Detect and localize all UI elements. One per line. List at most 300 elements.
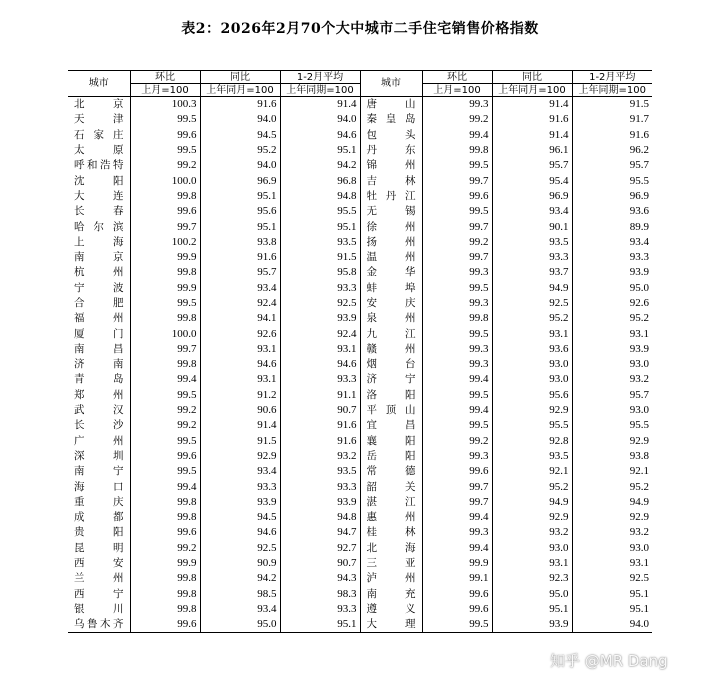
left-avg-cell: 93.5 [280,464,360,479]
left-yoy-cell: 98.5 [200,587,280,602]
right-yoy-cell: 95.7 [492,158,572,173]
left-yoy-cell: 93.1 [200,372,280,387]
right-city-cell: 安庆 [360,296,422,311]
header-avg-right: 1-2月平均 [572,71,652,84]
left-avg-cell: 91.6 [280,434,360,449]
left-yoy-cell: 94.0 [200,112,280,127]
right-yoy-cell: 95.2 [492,479,572,494]
right-avg-cell: 93.0 [629,358,649,371]
right-avg-cell: 96.9 [629,189,649,202]
right-yoy-cell: 93.0 [492,372,572,387]
left-avg-cell: 95.1 [280,219,360,234]
left-yoy-cell: 92.6 [200,326,280,341]
right-mom-cell: 99.5 [422,204,492,219]
right-yoy-cell: 93.2 [492,525,572,540]
right-city-cell: 泉州 [360,311,422,326]
right-mom-cell: 99.2 [422,235,492,250]
left-yoy-cell: 94.5 [200,510,280,525]
left-city-cell: 武汉 [68,403,130,418]
table-row [68,434,652,449]
left-mom-cell: 99.9 [130,556,200,571]
right-city-cell: 惠州 [360,510,422,525]
header-city-right: 城市 [360,71,422,97]
right-yoy-cell: 94.9 [492,281,572,296]
right-city-cell: 泸州 [360,571,422,586]
header-city-left: 城市 [68,71,130,97]
table-row [68,372,652,387]
right-city-cell: 九江 [360,326,422,341]
left-city-cell: 成都 [68,510,130,525]
table-row [68,556,652,571]
left-yoy-cell: 91.5 [200,434,280,449]
left-yoy-cell: 91.6 [200,97,280,113]
left-yoy-cell: 92.4 [200,296,280,311]
right-avg-cell: 95.7 [629,388,649,401]
right-avg-cell: 93.2 [629,526,649,539]
right-mom-cell: 99.5 [422,158,492,173]
left-city-cell: 重庆 [68,495,130,510]
left-city-cell: 兰州 [68,571,130,586]
left-city-cell: 长春 [68,204,130,219]
left-mom-cell: 99.7 [130,342,200,357]
left-mom-cell: 99.8 [130,495,200,510]
right-city-cell: 唐山 [360,97,422,113]
left-yoy-cell: 91.4 [200,418,280,433]
right-mom-cell: 99.4 [422,128,492,143]
left-city-cell: 银川 [68,602,130,617]
left-yoy-cell: 93.4 [200,602,280,617]
right-mom-cell: 99.7 [422,479,492,494]
table-row [68,235,652,250]
left-city-cell: 西宁 [68,587,130,602]
right-avg-cell: 92.1 [629,465,649,478]
right-avg-cell: 91.7 [629,113,649,126]
right-mom-cell: 99.5 [422,326,492,341]
table-title: 表2：2026年2月70个大中城市二手住宅销售价格指数 [181,21,539,37]
left-avg-cell: 91.5 [280,250,360,265]
right-city-cell: 南充 [360,587,422,602]
left-city-cell: 郑州 [68,388,130,403]
right-yoy-cell: 93.1 [492,556,572,571]
table-row [68,189,652,204]
right-city-cell: 遵义 [360,602,422,617]
left-avg-cell: 95.5 [280,204,360,219]
right-avg-cell: 91.6 [629,128,649,141]
left-yoy-cell: 95.7 [200,265,280,280]
right-city-cell: 赣州 [360,342,422,357]
right-city-cell: 大理 [360,617,422,633]
right-mom-cell: 99.3 [422,97,492,113]
left-avg-cell: 93.3 [280,602,360,617]
right-city-cell: 平顶山 [360,403,422,418]
left-mom-cell: 99.8 [130,571,200,586]
left-yoy-cell: 95.1 [200,219,280,234]
left-avg-cell: 91.1 [280,388,360,403]
left-yoy-cell: 93.4 [200,281,280,296]
left-city-cell: 合肥 [68,296,130,311]
table-row [68,265,652,280]
right-yoy-cell: 93.3 [492,250,572,265]
left-mom-cell: 99.7 [130,219,200,234]
header-avg-left: 1-2月平均 [280,71,360,84]
right-yoy-cell: 91.4 [492,97,572,113]
left-yoy-cell: 94.2 [200,571,280,586]
right-avg-cell: 92.5 [629,572,649,585]
left-avg-cell: 96.8 [280,173,360,188]
left-avg-cell: 95.1 [280,143,360,158]
right-city-cell: 温州 [360,250,422,265]
right-yoy-cell: 93.9 [492,617,572,633]
right-avg-cell: 95.0 [629,281,649,294]
right-avg-cell: 95.2 [629,480,649,493]
right-yoy-cell: 95.1 [492,602,572,617]
table-row [68,128,652,143]
right-avg-cell: 92.9 [629,511,649,524]
left-city-cell: 大连 [68,189,130,204]
left-mom-cell: 100.2 [130,235,200,250]
left-avg-cell: 91.4 [280,97,360,113]
left-mom-cell: 99.8 [130,311,200,326]
left-mom-cell: 99.6 [130,449,200,464]
right-city-cell: 扬州 [360,235,422,250]
left-mom-cell: 99.6 [130,204,200,219]
right-yoy-cell: 93.6 [492,342,572,357]
right-mom-cell: 99.4 [422,510,492,525]
right-avg-cell: 93.2 [629,373,649,386]
right-avg-cell: 95.1 [629,587,649,600]
left-avg-cell: 98.3 [280,587,360,602]
table-row [68,326,652,341]
header-avg-base-right: 上年同期=100 [572,84,652,97]
left-yoy-cell: 95.0 [200,617,280,633]
left-avg-cell: 93.3 [280,372,360,387]
left-mom-cell: 99.8 [130,587,200,602]
header-mom-base-left: 上月=100 [130,84,200,97]
right-mom-cell: 99.7 [422,495,492,510]
left-mom-cell: 99.5 [130,112,200,127]
table-row [68,403,652,418]
table-row [68,495,652,510]
right-avg-cell: 89.9 [629,220,649,233]
left-city-cell: 昆明 [68,541,130,556]
table-row [68,571,652,586]
left-avg-cell: 90.7 [280,403,360,418]
left-mom-cell: 99.6 [130,128,200,143]
left-avg-cell: 93.2 [280,449,360,464]
left-mom-cell: 99.2 [130,158,200,173]
left-yoy-cell: 95.2 [200,143,280,158]
right-avg-cell: 93.3 [629,251,649,264]
left-city-cell: 上海 [68,235,130,250]
right-yoy-cell: 93.7 [492,265,572,280]
left-avg-cell: 92.7 [280,541,360,556]
left-mom-cell: 99.6 [130,525,200,540]
table-row [68,112,652,127]
right-mom-cell: 99.3 [422,449,492,464]
table-row [68,143,652,158]
left-city-cell: 厦门 [68,326,130,341]
right-avg-cell: 95.5 [629,174,649,187]
left-avg-cell: 93.9 [280,495,360,510]
right-mom-cell: 99.2 [422,434,492,449]
right-yoy-cell: 96.1 [492,143,572,158]
table-row [68,418,652,433]
left-mom-cell: 99.8 [130,510,200,525]
table-row [68,541,652,556]
table-row [68,173,652,188]
left-city-cell: 福州 [68,311,130,326]
right-city-cell: 北海 [360,541,422,556]
right-city-cell: 常德 [360,464,422,479]
price-index-table [68,70,652,633]
right-yoy-cell: 92.9 [492,510,572,525]
right-mom-cell: 99.2 [422,112,492,127]
left-mom-cell: 99.2 [130,541,200,556]
left-city-cell: 哈尔滨 [68,219,130,234]
right-mom-cell: 99.5 [422,418,492,433]
right-yoy-cell: 93.5 [492,235,572,250]
table-row [68,449,652,464]
right-city-cell: 蚌埠 [360,281,422,296]
right-avg-cell: 95.5 [629,419,649,432]
left-avg-cell: 94.8 [280,189,360,204]
right-yoy-cell: 92.8 [492,434,572,449]
right-avg-cell: 93.9 [629,266,649,279]
right-avg-cell: 94.9 [629,495,649,508]
header-yoy-right: 同比 [492,71,572,84]
table-row [68,97,652,113]
left-yoy-cell: 93.3 [200,479,280,494]
right-mom-cell: 99.6 [422,464,492,479]
right-city-cell: 韶关 [360,479,422,494]
right-avg-cell: 93.6 [629,205,649,218]
left-avg-cell: 95.1 [280,617,360,633]
right-avg-cell: 93.1 [629,557,649,570]
right-city-cell: 无锡 [360,204,422,219]
left-mom-cell: 99.2 [130,403,200,418]
right-city-cell: 丹东 [360,143,422,158]
left-avg-cell: 92.4 [280,326,360,341]
left-yoy-cell: 91.2 [200,388,280,403]
left-city-cell: 广州 [68,434,130,449]
right-city-cell: 岳阳 [360,449,422,464]
right-city-cell: 桂林 [360,525,422,540]
right-mom-cell: 99.5 [422,388,492,403]
left-mom-cell: 99.8 [130,357,200,372]
right-avg-cell: 93.1 [629,327,649,340]
left-mom-cell: 100.0 [130,173,200,188]
right-yoy-cell: 92.3 [492,571,572,586]
left-yoy-cell: 94.0 [200,158,280,173]
right-mom-cell: 99.8 [422,143,492,158]
right-yoy-cell: 94.9 [492,495,572,510]
left-yoy-cell: 90.9 [200,556,280,571]
left-mom-cell: 99.2 [130,418,200,433]
table-row [68,388,652,403]
right-avg-cell: 92.9 [629,434,649,447]
left-city-cell: 杭州 [68,265,130,280]
left-mom-cell: 100.0 [130,326,200,341]
left-yoy-cell: 93.9 [200,495,280,510]
right-yoy-cell: 93.0 [492,357,572,372]
header-avg-base-left: 上年同期=100 [280,84,360,97]
left-mom-cell: 99.5 [130,388,200,403]
table-row [68,219,652,234]
table-row [68,281,652,296]
right-avg-cell: 93.0 [629,404,649,417]
right-city-cell: 襄阳 [360,434,422,449]
right-city-cell: 湛江 [360,495,422,510]
table-row [68,311,652,326]
left-city-cell: 太原 [68,143,130,158]
right-mom-cell: 99.6 [422,587,492,602]
left-avg-cell: 94.7 [280,525,360,540]
watermark: 知乎 @MR Dang [550,652,668,670]
left-yoy-cell: 90.6 [200,403,280,418]
left-mom-cell: 99.8 [130,189,200,204]
right-city-cell: 烟台 [360,357,422,372]
right-city-cell: 牡丹江 [360,189,422,204]
right-mom-cell: 99.3 [422,342,492,357]
right-mom-cell: 99.7 [422,173,492,188]
left-avg-cell: 92.5 [280,296,360,311]
header-mom-left: 环比 [130,71,200,84]
right-city-cell: 三亚 [360,556,422,571]
left-yoy-cell: 96.9 [200,173,280,188]
right-mom-cell: 99.3 [422,357,492,372]
left-city-cell: 海口 [68,479,130,494]
left-avg-cell: 93.3 [280,281,360,296]
table-row [68,510,652,525]
right-avg-cell: 92.6 [629,297,649,309]
left-city-cell: 南昌 [68,342,130,357]
right-city-cell: 秦皇岛 [360,112,422,127]
right-yoy-cell: 92.9 [492,403,572,418]
table-row [68,250,652,265]
right-yoy-cell: 93.1 [492,326,572,341]
left-city-cell: 宁波 [68,281,130,296]
left-mom-cell: 99.9 [130,281,200,296]
right-yoy-cell: 93.0 [492,541,572,556]
right-avg-cell: 91.5 [629,98,649,111]
left-avg-cell: 95.8 [280,265,360,280]
left-yoy-cell: 94.6 [200,357,280,372]
right-yoy-cell: 95.0 [492,587,572,602]
left-yoy-cell: 93.8 [200,235,280,250]
table-row [68,602,652,617]
left-yoy-cell: 91.6 [200,250,280,265]
header-yoy-left: 同比 [200,71,280,84]
table-row [68,158,652,173]
right-yoy-cell: 90.1 [492,219,572,234]
right-yoy-cell: 92.1 [492,464,572,479]
table-body [68,97,652,633]
left-city-cell: 南京 [68,250,130,265]
table-row [68,617,652,633]
right-mom-cell: 99.3 [422,265,492,280]
left-mom-cell: 99.4 [130,372,200,387]
right-city-cell: 洛阳 [360,388,422,403]
right-mom-cell: 99.6 [422,189,492,204]
table-row [68,464,652,479]
left-city-cell: 济南 [68,357,130,372]
right-yoy-cell: 92.5 [492,296,572,311]
left-yoy-cell: 95.1 [200,189,280,204]
left-avg-cell: 94.6 [280,128,360,143]
right-avg-cell: 93.9 [629,342,649,355]
left-yoy-cell: 94.1 [200,311,280,326]
right-city-cell: 宜昌 [360,418,422,433]
right-yoy-cell: 96.9 [492,189,572,204]
right-avg-cell: 93.8 [629,449,649,462]
left-city-cell: 南宁 [68,464,130,479]
left-avg-cell: 93.9 [280,311,360,326]
right-mom-cell: 99.7 [422,250,492,265]
right-yoy-cell: 95.5 [492,418,572,433]
header-mom-right: 环比 [422,71,492,84]
left-mom-cell: 99.8 [130,602,200,617]
left-city-cell: 贵阳 [68,525,130,540]
left-avg-cell: 94.2 [280,158,360,173]
header-yoy-base-left: 上年同月=100 [200,84,280,97]
left-city-cell: 天津 [68,112,130,127]
table-row [68,587,652,602]
right-mom-cell: 99.5 [422,281,492,296]
left-yoy-cell: 92.5 [200,541,280,556]
right-avg-cell: 93.4 [629,235,649,248]
right-yoy-cell: 93.4 [492,204,572,219]
right-city-cell: 锦州 [360,158,422,173]
table-row [68,357,652,372]
left-avg-cell: 94.6 [280,357,360,372]
left-mom-cell: 99.8 [130,265,200,280]
table-row [68,342,652,357]
right-avg-cell: 95.2 [629,312,649,325]
right-avg-cell: 95.1 [629,602,649,615]
left-mom-cell: 99.4 [130,479,200,494]
left-city-cell: 深圳 [68,449,130,464]
right-city-cell: 包头 [360,128,422,143]
left-avg-cell: 93.3 [280,479,360,494]
left-city-cell: 长沙 [68,418,130,433]
left-city-cell: 石家庄 [68,128,130,143]
left-yoy-cell: 94.6 [200,525,280,540]
left-city-cell: 乌鲁木齐 [68,617,130,633]
right-city-cell: 徐州 [360,219,422,234]
left-city-cell: 沈阳 [68,173,130,188]
table-row [68,204,652,219]
left-mom-cell: 99.5 [130,434,200,449]
left-mom-cell: 100.3 [130,97,200,113]
right-city-cell: 金华 [360,265,422,280]
left-city-cell: 西安 [68,556,130,571]
right-city-cell: 济宁 [360,372,422,387]
right-yoy-cell: 95.6 [492,388,572,403]
right-avg-cell: 93.0 [629,541,649,554]
left-mom-cell: 99.5 [130,464,200,479]
left-yoy-cell: 93.4 [200,464,280,479]
right-city-cell: 吉林 [360,173,422,188]
table-row [68,479,652,494]
right-mom-cell: 99.3 [422,525,492,540]
right-mom-cell: 99.6 [422,602,492,617]
right-yoy-cell: 95.2 [492,311,572,326]
right-mom-cell: 99.4 [422,403,492,418]
right-avg-cell: 95.7 [629,159,649,172]
table-row [68,525,652,540]
left-avg-cell: 94.3 [280,571,360,586]
left-yoy-cell: 92.9 [200,449,280,464]
